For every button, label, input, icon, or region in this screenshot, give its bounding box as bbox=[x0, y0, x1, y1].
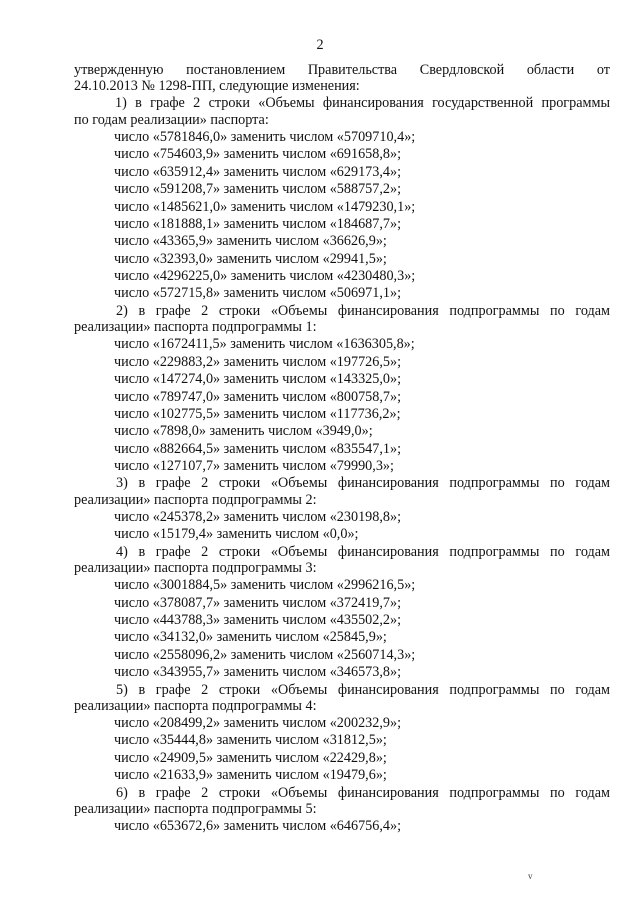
replacement-item: число «43365,9» заменить числом «36626,9»; bbox=[114, 233, 387, 250]
replacement-item: число «34132,0» заменить числом «25845,9»; bbox=[114, 629, 387, 646]
replacement-item: число «789747,0» заменить числом «800758,7»; bbox=[114, 388, 402, 405]
replacement-item: число «35444,8» заменить числом «31812,5»; bbox=[114, 732, 387, 749]
section-heading: 2) в графе 2 строки «Объемы финансирования подпрограммы по годам bbox=[116, 302, 610, 319]
document-body bbox=[74, 62, 610, 834]
replacement-item: число «21633,9» заменить числом «19479,6»; bbox=[114, 767, 387, 784]
section-heading: 6) в графе 2 строки «Объемы финансирования подпрограммы по годам bbox=[116, 784, 610, 801]
intro-line: утвержденную постановлением Правительства Свердловской области от bbox=[74, 62, 610, 78]
section-heading: 4) в графе 2 строки «Объемы финансирования подпрограммы по годам bbox=[116, 543, 610, 560]
replacement-item: число «102775,5» заменить числом «117736,2»; bbox=[114, 405, 401, 422]
replacement-item: число «208499,2» заменить числом «200232,9»; bbox=[114, 715, 402, 732]
replacement-item: число «653672,6» заменить числом «646756,4»; bbox=[114, 818, 402, 835]
section-heading-cont: реализации» паспорта подпрограммы 1: bbox=[74, 318, 317, 335]
replacement-item: число «4296225,0» заменить числом «4230480,3»; bbox=[114, 268, 416, 285]
section-heading-cont: по годам реализации» паспорта: bbox=[74, 111, 269, 128]
replacement-item: число «3001884,5» заменить числом «2996216,5»; bbox=[114, 577, 416, 594]
section-heading-cont: реализации» паспорта подпрограммы 4: bbox=[74, 697, 317, 714]
replacement-item: число «882664,5» заменить числом «835547,1»; bbox=[114, 440, 402, 457]
section-heading: 5) в графе 2 строки «Объемы финансирования подпрограммы по годам bbox=[116, 681, 610, 698]
replacement-item: число «378087,7» заменить числом «372419,7»; bbox=[114, 594, 402, 611]
replacement-item: число «15179,4» заменить числом «0,0»; bbox=[114, 526, 359, 543]
section-heading: 3) в графе 2 строки «Объемы финансирования подпрограммы по годам bbox=[116, 475, 610, 492]
section-heading-cont: реализации» паспорта подпрограммы 5: bbox=[74, 800, 317, 817]
replacement-item: число «591208,7» заменить числом «588757,2»; bbox=[114, 181, 402, 198]
replacement-item: число «443788,3» заменить числом «435502,2»; bbox=[114, 612, 402, 629]
section-heading: 1) в графе 2 строки «Объемы финансирования государственной программы bbox=[115, 95, 610, 112]
intro-line: 24.10.2013 № 1298-ПП, следующие изменения: bbox=[74, 78, 360, 95]
replacement-item: число «343955,7» заменить числом «346573,8»; bbox=[114, 664, 402, 681]
corner-mark: v bbox=[528, 871, 533, 881]
replacement-item: число «1672411,5» заменить числом «1636305,8»; bbox=[114, 336, 415, 353]
section-heading-cont: реализации» паспорта подпрограммы 3: bbox=[74, 559, 317, 576]
replacement-item: число «181888,1» заменить числом «184687,7»; bbox=[114, 215, 402, 232]
replacement-item: число «2558096,2» заменить числом «2560714,3»; bbox=[114, 646, 416, 663]
replacement-item: число «245378,2» заменить числом «230198,8»; bbox=[114, 508, 402, 525]
replacement-item: число «32393,0» заменить числом «29941,5»; bbox=[114, 250, 387, 267]
replacement-item: число «572715,8» заменить числом «506971,1»; bbox=[114, 285, 402, 302]
replacement-item: число «229883,2» заменить числом «197726,5»; bbox=[114, 353, 402, 370]
section-heading-cont: реализации» паспорта подпрограммы 2: bbox=[74, 491, 317, 508]
replacement-item: число «635912,4» заменить числом «629173,4»; bbox=[114, 163, 402, 180]
replacement-item: число «5781846,0» заменить числом «5709710,4»; bbox=[114, 128, 416, 145]
replacement-item: число «754603,9» заменить числом «691658,8»; bbox=[114, 146, 402, 163]
replacement-item: число «24909,5» заменить числом «22429,8»; bbox=[114, 749, 387, 766]
replacement-item: число «127107,7» заменить числом «79990,3»; bbox=[114, 458, 394, 475]
page-number: 2 bbox=[316, 37, 324, 53]
replacement-item: число «147274,0» заменить числом «143325,0»; bbox=[114, 371, 402, 388]
replacement-item: число «1485621,0» заменить числом «1479230,1»; bbox=[114, 198, 416, 215]
replacement-item: число «7898,0» заменить числом «3949,0»; bbox=[114, 423, 373, 440]
